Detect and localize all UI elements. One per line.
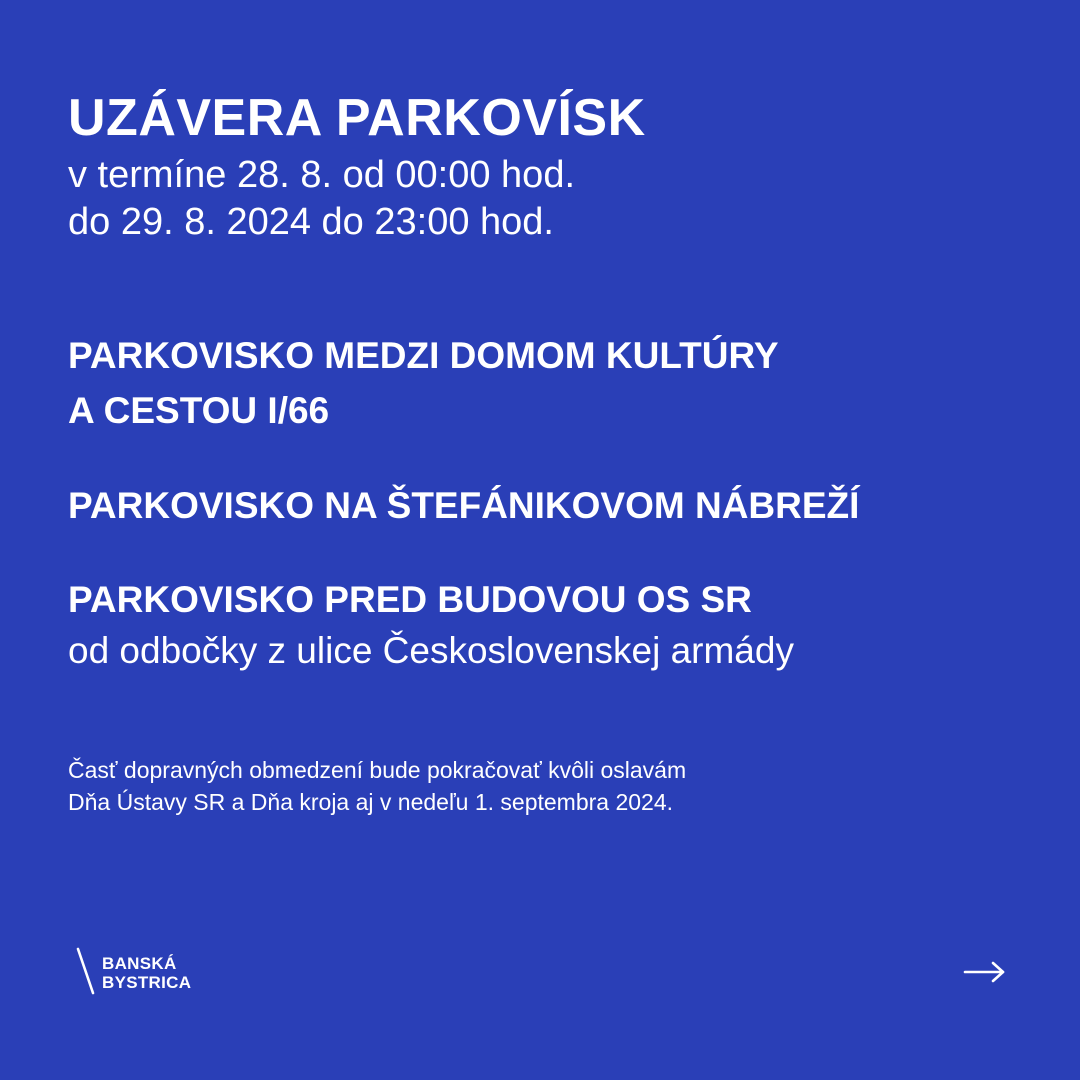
parking-lot-name: PARKOVISKO NA ŠTEFÁNIKOVOM NÁBREŽÍ (68, 485, 860, 526)
logo-word-bystrica: BYSTRICA (102, 973, 192, 992)
arrow-right-icon[interactable] (962, 958, 1008, 986)
closure-dates (68, 152, 575, 246)
parking-lot-name-line: A CESTOU I/66 (68, 390, 330, 431)
parking-lot-stefanikovo-nabrezie (68, 478, 859, 533)
page-title: UZÁVERA PARKOVÍSK (68, 89, 646, 147)
banska-bystrica-logo (74, 946, 191, 996)
parking-lot-dom-kultury (68, 328, 779, 438)
traffic-note-line: Dňa Ústavy SR a Dňa kroja aj v nedeľu 1. septembra 2024. (68, 789, 674, 815)
parking-lot-os-sr (68, 572, 752, 627)
closure-date-start: v termíne 28. 8. od 00:00 hod. (68, 154, 576, 196)
logo-word-banska: BANSKÁ (102, 954, 177, 973)
closure-date-end: do 29. 8. 2024 do 23:00 hod. (68, 201, 554, 243)
parking-lot-name: PARKOVISKO PRED BUDOVOU OS SR (68, 579, 752, 620)
parking-lot-name-line: PARKOVISKO MEDZI DOMOM KULTÚRY (68, 335, 779, 376)
logo-slash-icon (74, 946, 100, 996)
parking-lot-os-sr-detail: od odbočky z ulice Československej armády (68, 630, 794, 671)
traffic-note (68, 754, 686, 818)
logo-wordmark (102, 954, 191, 992)
traffic-note-line: Časť dopravných obmedzení bude pokračovať kvôli oslavám (68, 757, 687, 783)
